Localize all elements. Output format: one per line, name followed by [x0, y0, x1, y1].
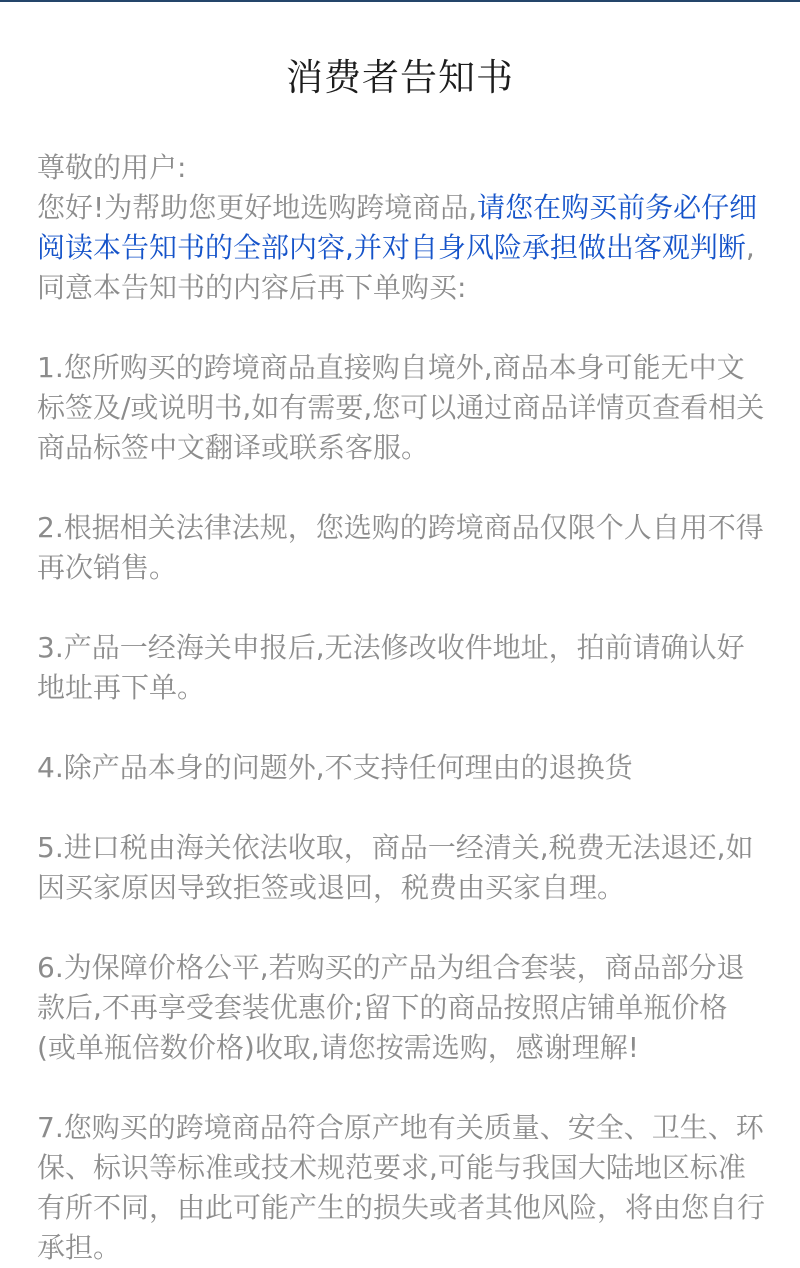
- notice-body: [37, 148, 765, 1268]
- notice-item-1: 1.您所购买的跨境商品直接购自境外,商品本身可能无中文标签及/或说明书,如有需要,您可以通过商品详情页查看相关商品标签中文翻译或联系客服。: [37, 351, 765, 464]
- intro-highlight: 请您在购买前务必仔细阅读本告知书的全部内容,并对自身风险承担做出客观判断: [37, 191, 758, 264]
- notice-item-6: 6.为保障价格公平,若购买的产品为组合套装，商品部分退款后,不再享受套装优惠价;留下的商品按照店铺单瓶价格(或单瓶倍数价格)收取,请您按需选购，感谢理解!: [37, 951, 745, 1064]
- intro-tail: ,同意本告知书的内容后再下单购买:: [37, 231, 755, 304]
- intro-lead: 您好!为帮助您更好地选购跨境商品,: [37, 191, 478, 224]
- top-divider: [0, 0, 800, 2]
- notice-item-4: 4.除产品本身的问题外,不支持任何理由的退换货: [37, 751, 633, 784]
- notice-item-5: 5.进口税由海关依法收取，商品一经清关,税费无法退还,如因买家原因导致拒签或退回，税费由买家自理。: [37, 831, 754, 904]
- notice-item-7: 7.您购买的跨境商品符合原产地有关质量、安全、卫生、环保、标识等标准或技术规范要求,可能与我国大陆地区标准有所不同，由此可能产生的损失或者其他风险，将由您自行承担。: [37, 1111, 766, 1264]
- intro-paragraph: [37, 188, 765, 308]
- notice-item-2: 2.根据相关法律法规，您选购的跨境商品仅限个人自用不得再次销售。: [37, 511, 764, 584]
- notice-item-3: 3.产品一经海关申报后,无法修改收件地址，拍前请确认好地址再下单。: [37, 631, 745, 704]
- page-title: 消费者告知书: [286, 56, 514, 99]
- greeting: 尊敬的用户:: [37, 151, 187, 184]
